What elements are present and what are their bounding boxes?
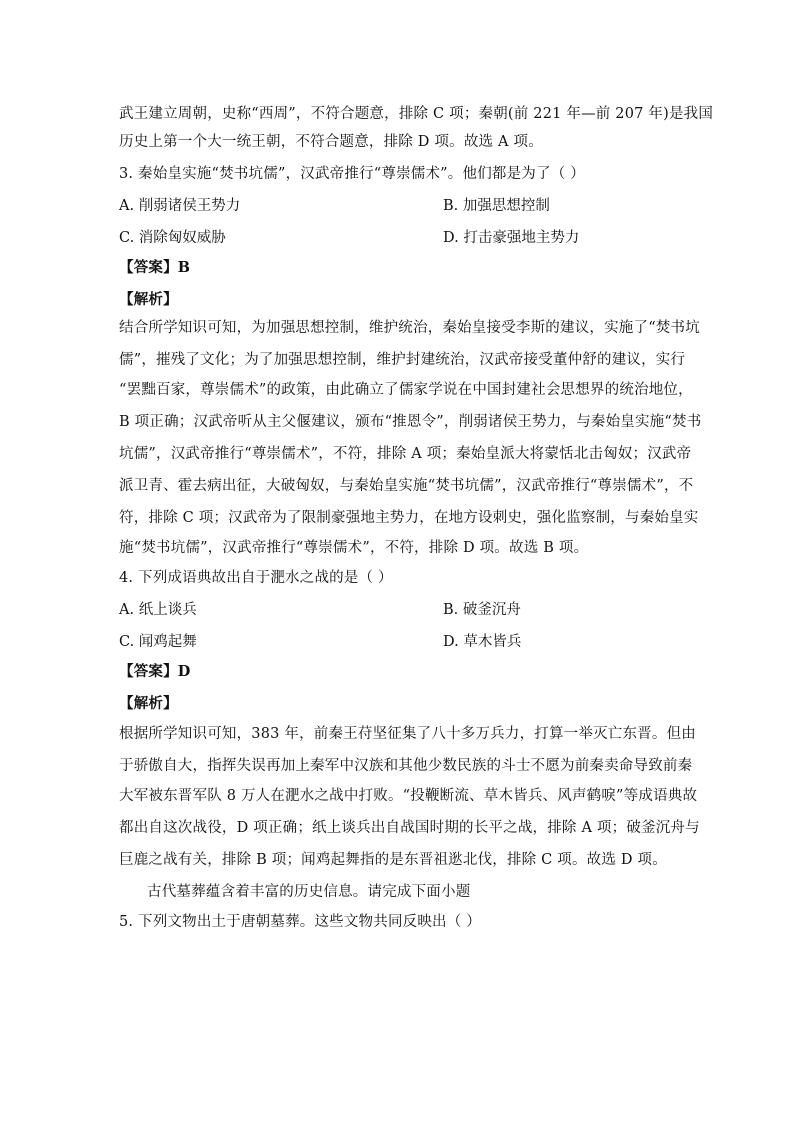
q4-option-b: B. 破釜沉舟 xyxy=(443,602,521,618)
q3-analysis-line: 施“焚书坑儒”，汉武帝推行“尊崇儒术”，不符，排除 D 项。故选 B 项。 xyxy=(119,540,589,556)
question-4: 4. 下列成语典故出自于淝水之战的是（ ） xyxy=(119,570,393,586)
q3-analysis-line: 儒”，摧残了文化；为了加强思想控制，维护封建统治，汉武帝接受董仲舒的建议，实行 xyxy=(119,352,686,368)
q3-option-b: B. 加强思想控制 xyxy=(443,198,550,214)
q4-analysis-title: 【解析】 xyxy=(119,695,178,712)
q4-analysis-line: 于骄傲自大，指挥失误再加上秦军中汉族和其他少数民族的斗士不愿为前秦卖命导致前秦 xyxy=(119,758,693,774)
q3-option-c: C. 消除匈奴威胁 xyxy=(119,230,226,246)
q3-analysis-line: 结合所学知识可知，为加强思想控制，维护统治，秦始皇接受李斯的建议，实施了“焚书坑 xyxy=(119,320,700,336)
q4-analysis-line: 巨鹿之战有关，排除 B 项；闻鸡起舞指的是东晋祖逖北伐，排除 C 项。故选 D 项。 xyxy=(119,852,667,868)
q4-analysis-line: 大军被东晋军队 8 万人在淝水之战中打败。“投鞭断流、草木皆兵、风声鹤唳”等成语典故 xyxy=(119,788,698,804)
q3-option-d: D. 打击豪强地主势力 xyxy=(443,230,580,246)
question-5: 5. 下列文物出土于唐朝墓葬。这些文物共同反映出（ ） xyxy=(119,914,481,930)
q4-answer: 【答案】D xyxy=(119,663,191,680)
intro-line-2: 历史上第一个大一统王朝，不符合题意，排除 D 项。故选 A 项。 xyxy=(119,134,543,150)
q3-analysis-line: 符，排除 C 项；汉武帝为了限制豪强地主势力，在地方设刺史，强化监察制，与秦始皇实 xyxy=(119,510,699,526)
q4-option-d: D. 草木皆兵 xyxy=(443,634,522,650)
q4-option-c: C. 闻鸡起舞 xyxy=(119,634,197,650)
intro-line-1: 武王建立周朝，史称“西周”，不符合题意，排除 C 项；秦朝(前 221 年—前 207 年)是我国 xyxy=(119,106,714,122)
question-3: 3. 秦始皇实施“焚书坑儒”，汉武帝推行“尊崇儒术”。他们都是为了（ ） xyxy=(119,166,585,182)
q3-option-a: A. 削弱诸侯王势力 xyxy=(119,198,241,214)
q4-analysis-line: 都出自这次战役，D 项正确；纸上谈兵出自战国时期的长平之战，排除 A 项；破釜沉舟与 xyxy=(119,820,700,836)
q3-analysis-line: “罢黜百家，尊崇儒术”的政策，由此确立了儒家学说在中国封建社会思想界的统治地位， xyxy=(119,382,693,398)
q3-analysis-line: B 项正确；汉武帝听从主父偃建议，颁布“推恩令”，削弱诸侯王势力，与秦始皇实施“焚书 xyxy=(119,414,702,430)
q4-option-a: A. 纸上谈兵 xyxy=(119,602,197,618)
q3-analysis-line: 坑儒”，汉武帝推行“尊崇儒术”，不符，排除 A 项；秦始皇派大将蒙恬北击匈奴；汉武帝 xyxy=(119,446,692,462)
q4-analysis-line: 根据所学知识可知，383 年，前秦王苻坚征集了八十多万兵力，打算一举灭亡东晋。但由 xyxy=(119,726,696,742)
section-intro: 古代墓葬蕴含着丰富的历史信息。请完成下面小题 xyxy=(147,884,471,900)
q3-analysis-line: 派卫青、霍去病出征，大破匈奴，与秦始皇实施“焚书坑儒”，汉武帝推行“尊崇儒术”，不 xyxy=(119,478,694,494)
q3-analysis-title: 【解析】 xyxy=(119,291,178,308)
q3-answer: 【答案】B xyxy=(119,259,191,276)
